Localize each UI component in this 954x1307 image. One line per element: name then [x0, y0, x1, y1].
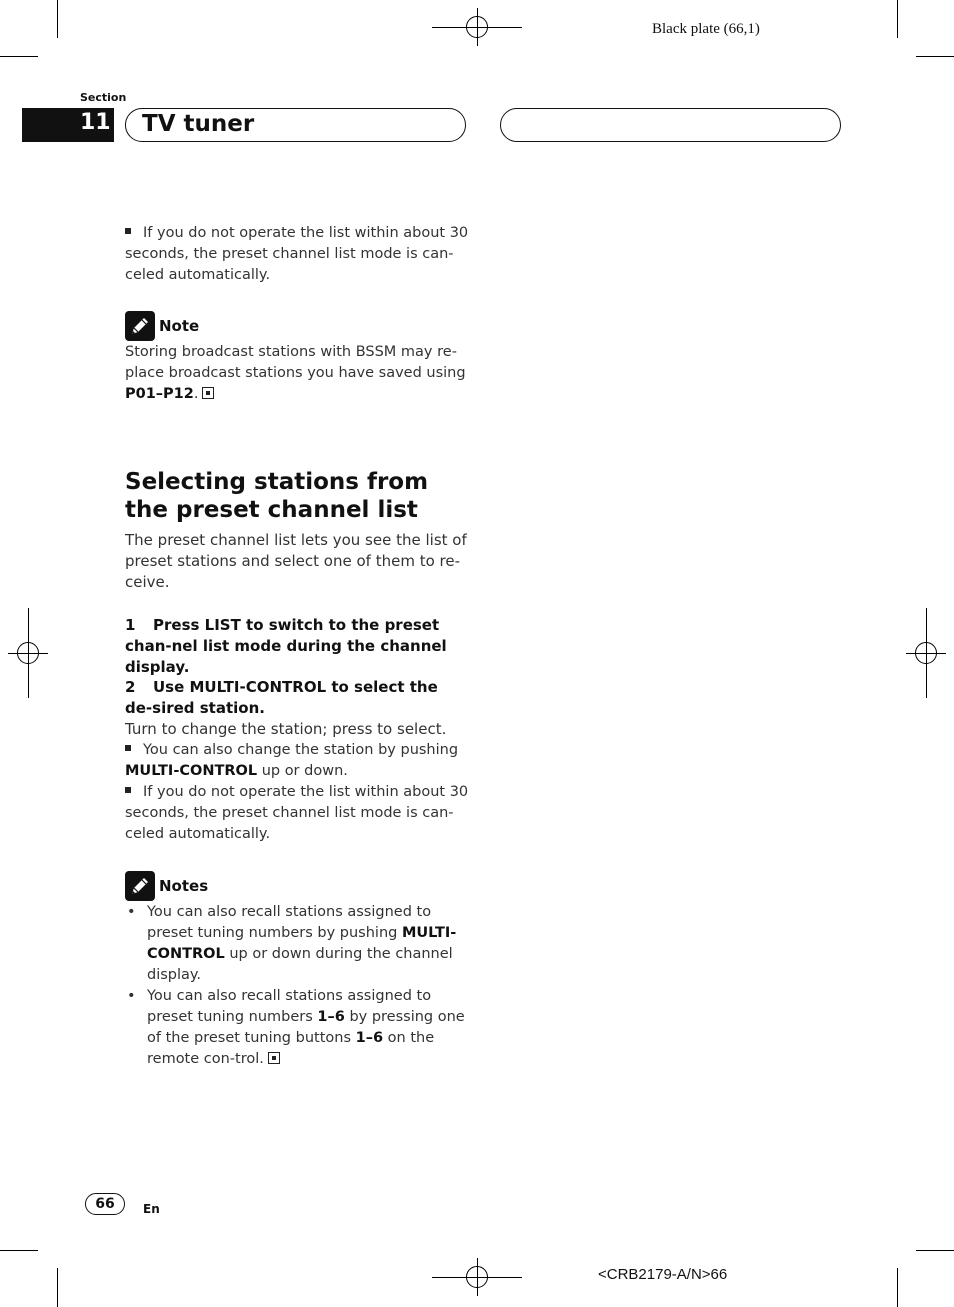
notes-heading [125, 871, 470, 901]
step-text: Press LIST to switch to the preset chan-nel list mode during the channel display. [125, 616, 447, 676]
pencil-note-icon [125, 311, 155, 341]
page-number: 66 [85, 1193, 125, 1215]
page-heading: Selecting stations from the preset channel list [125, 469, 429, 523]
notes-heading-text: Notes [159, 877, 209, 895]
registration-mark [915, 642, 937, 664]
crop-mark [0, 1250, 38, 1251]
plate-label: Black plate (66,1) [652, 21, 760, 37]
main-intro: The preset channel list lets you see the list of preset stations and select one of them to re-ceive. [125, 531, 467, 591]
step-2-bullet: You can also change the station by pushing MULTI-CONTROL up or down. [125, 742, 459, 779]
section-title: TV tuner [142, 111, 255, 137]
registration-mark [466, 16, 488, 38]
crop-mark [916, 1250, 954, 1251]
crop-mark [897, 1268, 898, 1307]
end-mark-icon [202, 387, 214, 399]
round-bullet-icon: • [127, 988, 136, 1004]
note-heading [125, 311, 470, 341]
step-number: 1 [125, 616, 136, 634]
intro-bullet-text: If you do not operate the list within about 30 seconds, the preset channel list mode is can-celed automatically. [125, 225, 469, 283]
crop-mark [0, 56, 38, 57]
pencil-note-icon [125, 871, 155, 901]
step-number: 2 [125, 678, 136, 696]
registration-mark [466, 1266, 488, 1288]
notes-block [125, 871, 470, 1070]
intro-bullet [125, 223, 470, 286]
square-bullet-icon [125, 787, 131, 793]
step-2-bullet: If you do not operate the list within about 30 seconds, the preset channel list mode is can-celed automatically. [125, 784, 469, 842]
crop-mark [57, 0, 58, 38]
step-2-detail: Turn to change the station; press to select. [125, 720, 447, 738]
square-bullet-icon [125, 745, 131, 751]
note-heading-text: Note [159, 317, 200, 335]
crop-mark [916, 56, 954, 57]
notes-item: • You can also recall stations assigned to preset tuning numbers by pushing MULTI-CONTROL up or down during the channel display. [127, 904, 457, 983]
footer-code: <CRB2179-A/N>66 [598, 1266, 728, 1283]
end-mark-icon [268, 1052, 280, 1064]
step-text: Use MULTI-CONTROL to select the de-sired station. [125, 678, 438, 717]
right-title-frame [500, 108, 841, 142]
section-label: Section [80, 91, 127, 104]
section-number: 11 [80, 110, 111, 135]
note-text: Storing broadcast stations with BSSM may re-place broadcast stations you have saved using P01–P12. [125, 344, 466, 402]
crop-mark [57, 1268, 58, 1307]
note-bold-range: P01–P12 [125, 386, 194, 402]
step-2 [125, 677, 470, 719]
language-label: En [143, 1202, 160, 1216]
square-bullet-icon [125, 228, 131, 234]
round-bullet-icon: • [127, 904, 136, 920]
note-body: Storing broadcast stations with BSSM may re-place broadcast stations you have saved using [125, 344, 466, 381]
note-block [125, 311, 470, 405]
registration-mark [17, 642, 39, 664]
step-1 [125, 615, 470, 678]
notes-item: • You can also recall stations assigned to preset tuning numbers 1–6 by pressing one of the preset tuning buttons 1–6 on the remote con-trol. [127, 988, 465, 1067]
crop-mark [897, 0, 898, 38]
